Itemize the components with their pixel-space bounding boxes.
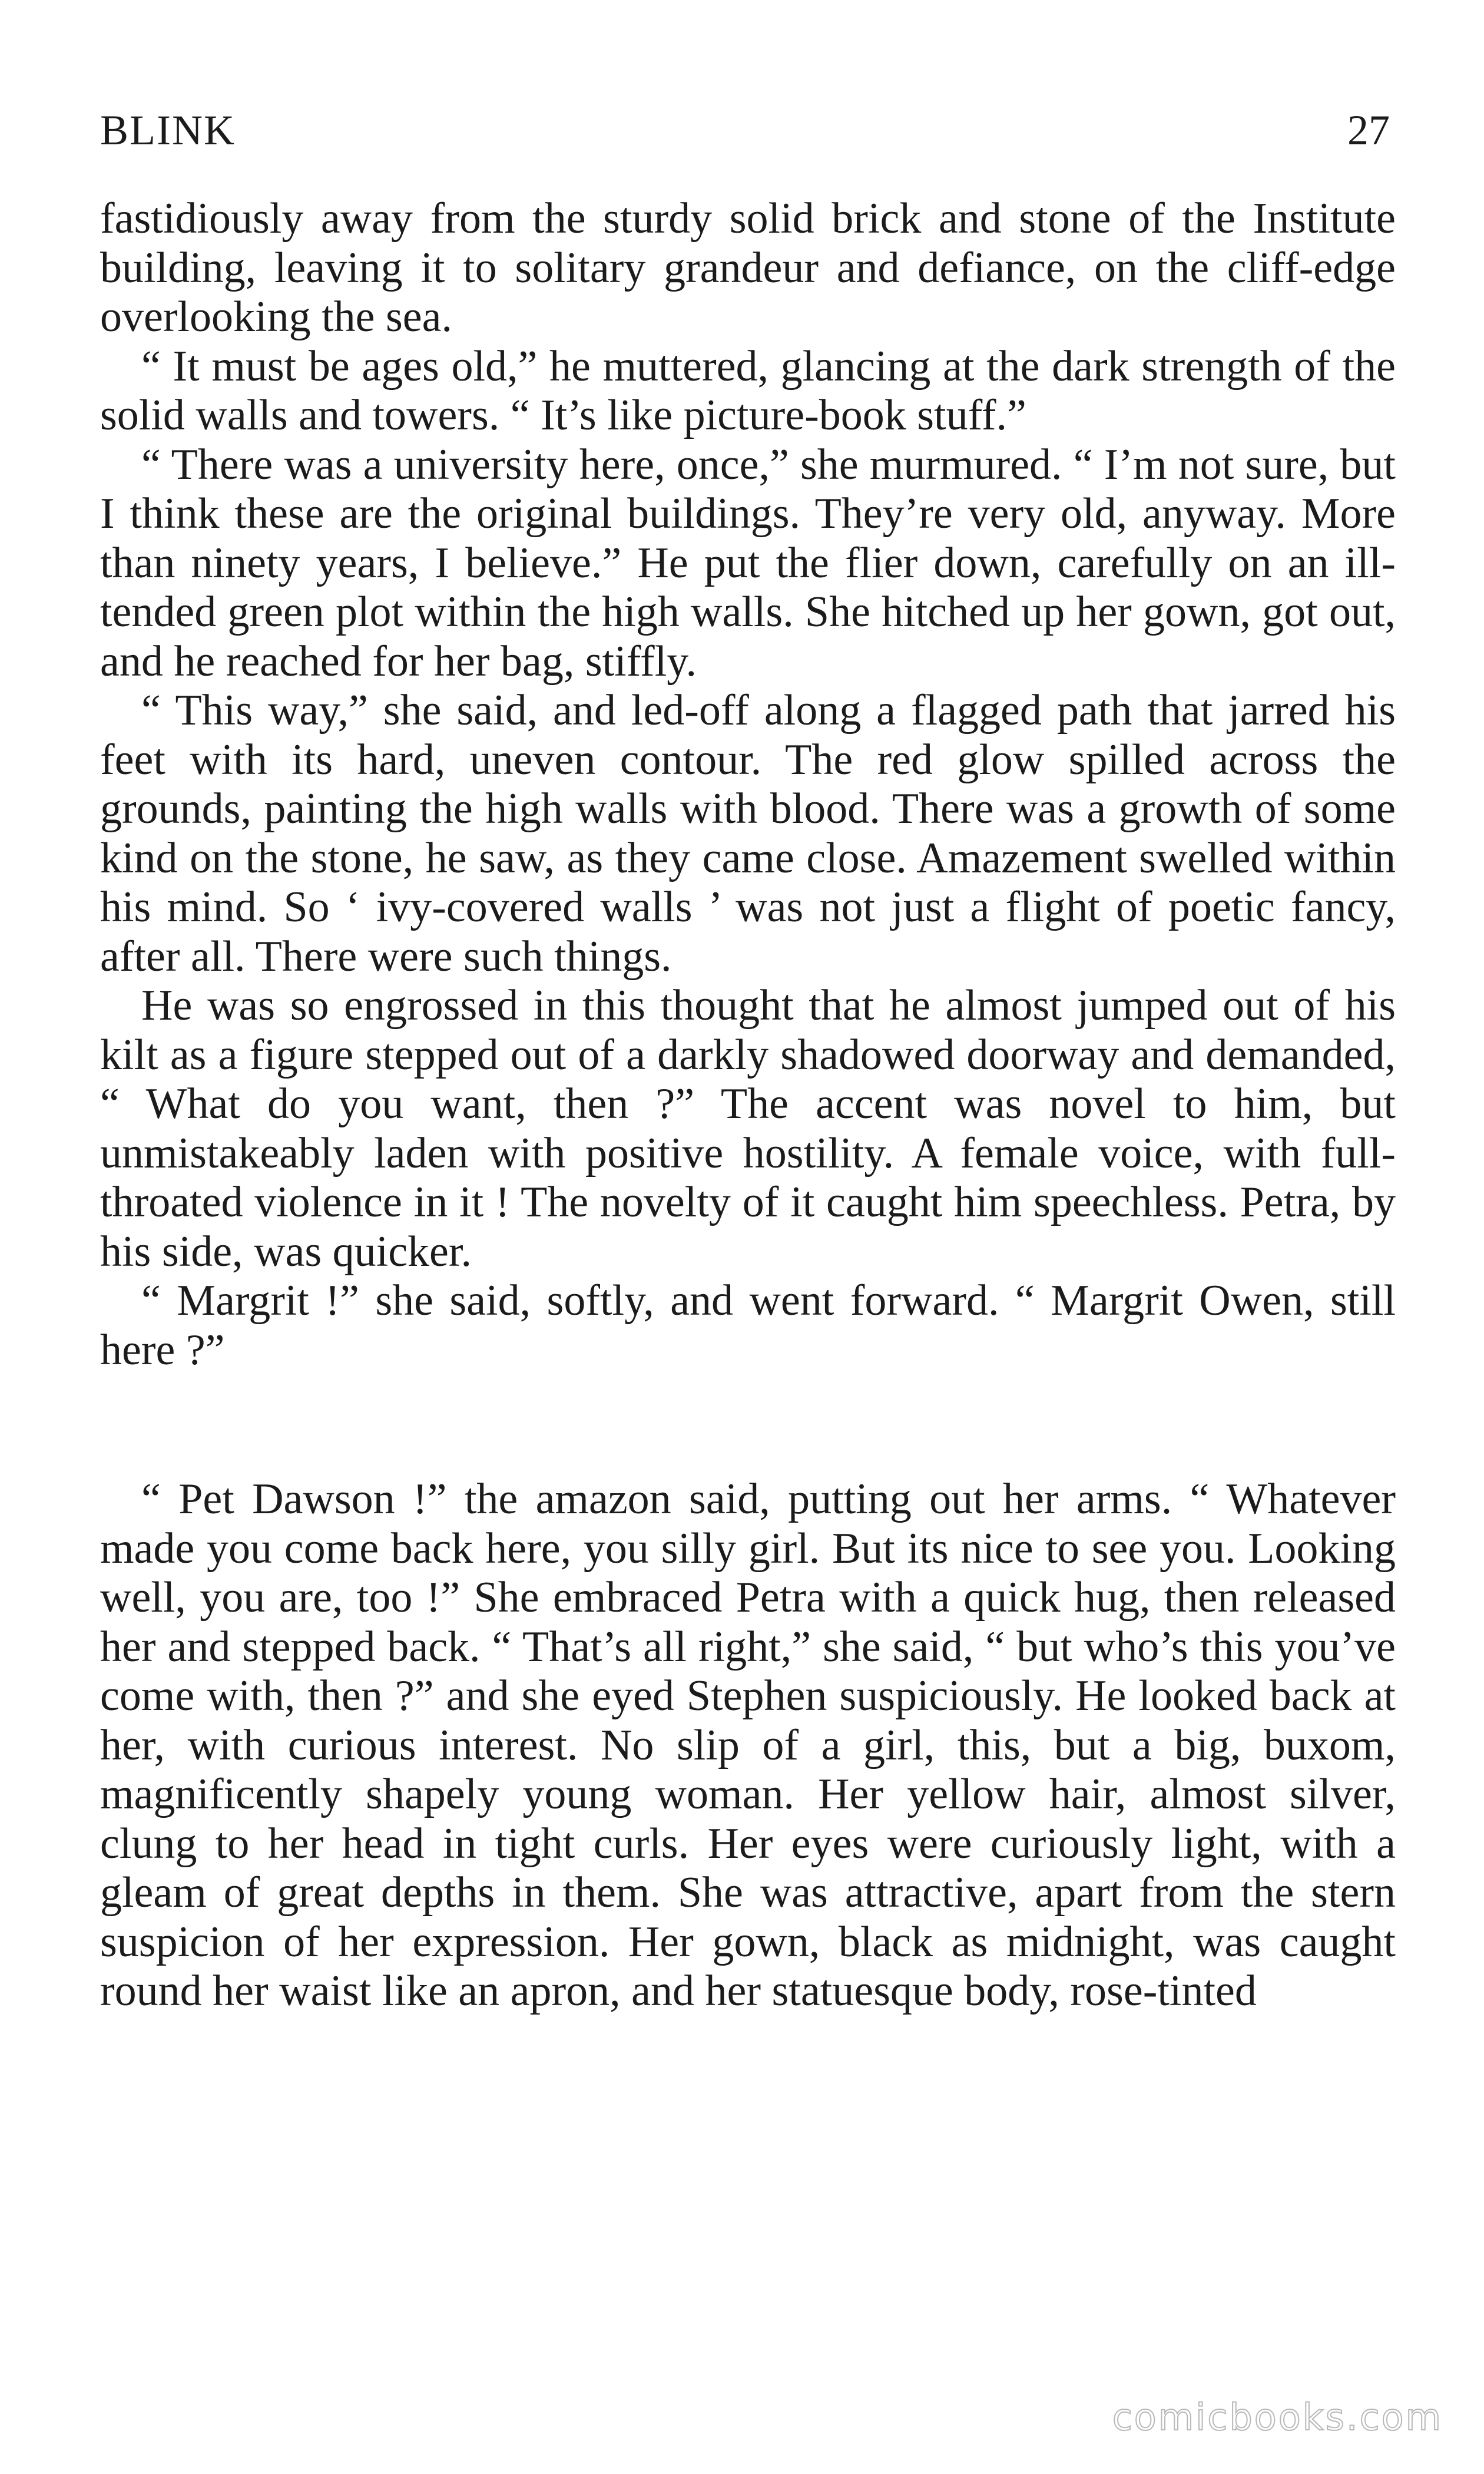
paragraph-3: “ There was a university here, once,” she murmured. “ I’m not sure, but I think these are the original buildings. They’re very old, anyway. More than ninety years, I believe.” He put the flier down, carefully on an ill-tended green plot within the high walls. She hitched up her gown, got out, and he reached for her bag, stiffly. <box>100 440 1396 686</box>
paragraph-1: fastidiously away from the sturdy solid brick and stone of the Institute building, leaving it to solitary grandeur and defiance, on the cliff-edge overlooking the sea. <box>100 194 1396 341</box>
paragraph-7: “ Pet Dawson !” the amazon said, putting out her arms. “ Whatever made you come back here, you silly girl. But its nice to see you. Looking well, you are, too !” She embraced Petra with a quick hug, then released her and stepped back. “ That’s all right,” she said, “ but who’s this you’ve come with, then ?” and she eyed Stephen suspiciously. He looked back at her, with curious interest. No slip of a girl, this, but a big, buxom, magnificently shapely young woman. Her yellow hair, almost silver, clung to her head in tight curls. Her eyes were curiously light, with a gleam of great depths in them. She was attractive, apart from the stern suspicion of her expression. Her gown, black as midnight, was caught round her waist like an apron, and her statuesque body, rose-tinted <box>100 1475 1396 2015</box>
section-break <box>100 1375 1396 1475</box>
page-number: 27 <box>1347 107 1390 154</box>
page-header <box>100 106 1390 171</box>
paragraph-5: He was so engrossed in this thought that he almost jumped out of his kilt as a figure stepped out of a darkly shadowed doorway and demanded, “ What do you want, then ?” The accent was novel to him, but unmistakeably laden with positive hostility. A female voice, with full-throated violence in it ! The novelty of it caught him speechless. Petra, by his side, was quicker. <box>100 981 1396 1276</box>
paragraph-6: “ Margrit !” she said, softly, and went forward. “ Margrit Owen, still here ?” <box>100 1276 1396 1374</box>
paragraph-2: “ It must be ages old,” he muttered, glancing at the dark strength of the solid walls and towers. “ It’s like picture-book stuff.” <box>100 342 1396 439</box>
paragraph-4: “ This way,” she said, and led-off along a flagged path that jarred his feet with its hard, uneven contour. The red glow spilled across the grounds, painting the high walls with blood. There was a growth of some kind on the stone, he saw, as they came close. Amazement swelled within his mind. So ‘ ivy-covered walls ’ was not just a flight of poetic fancy, after all. There were such things. <box>100 686 1396 981</box>
body-text <box>100 194 1396 2016</box>
watermark: comicbooks.com <box>1112 2396 1443 2439</box>
running-head: BLINK <box>100 107 236 154</box>
